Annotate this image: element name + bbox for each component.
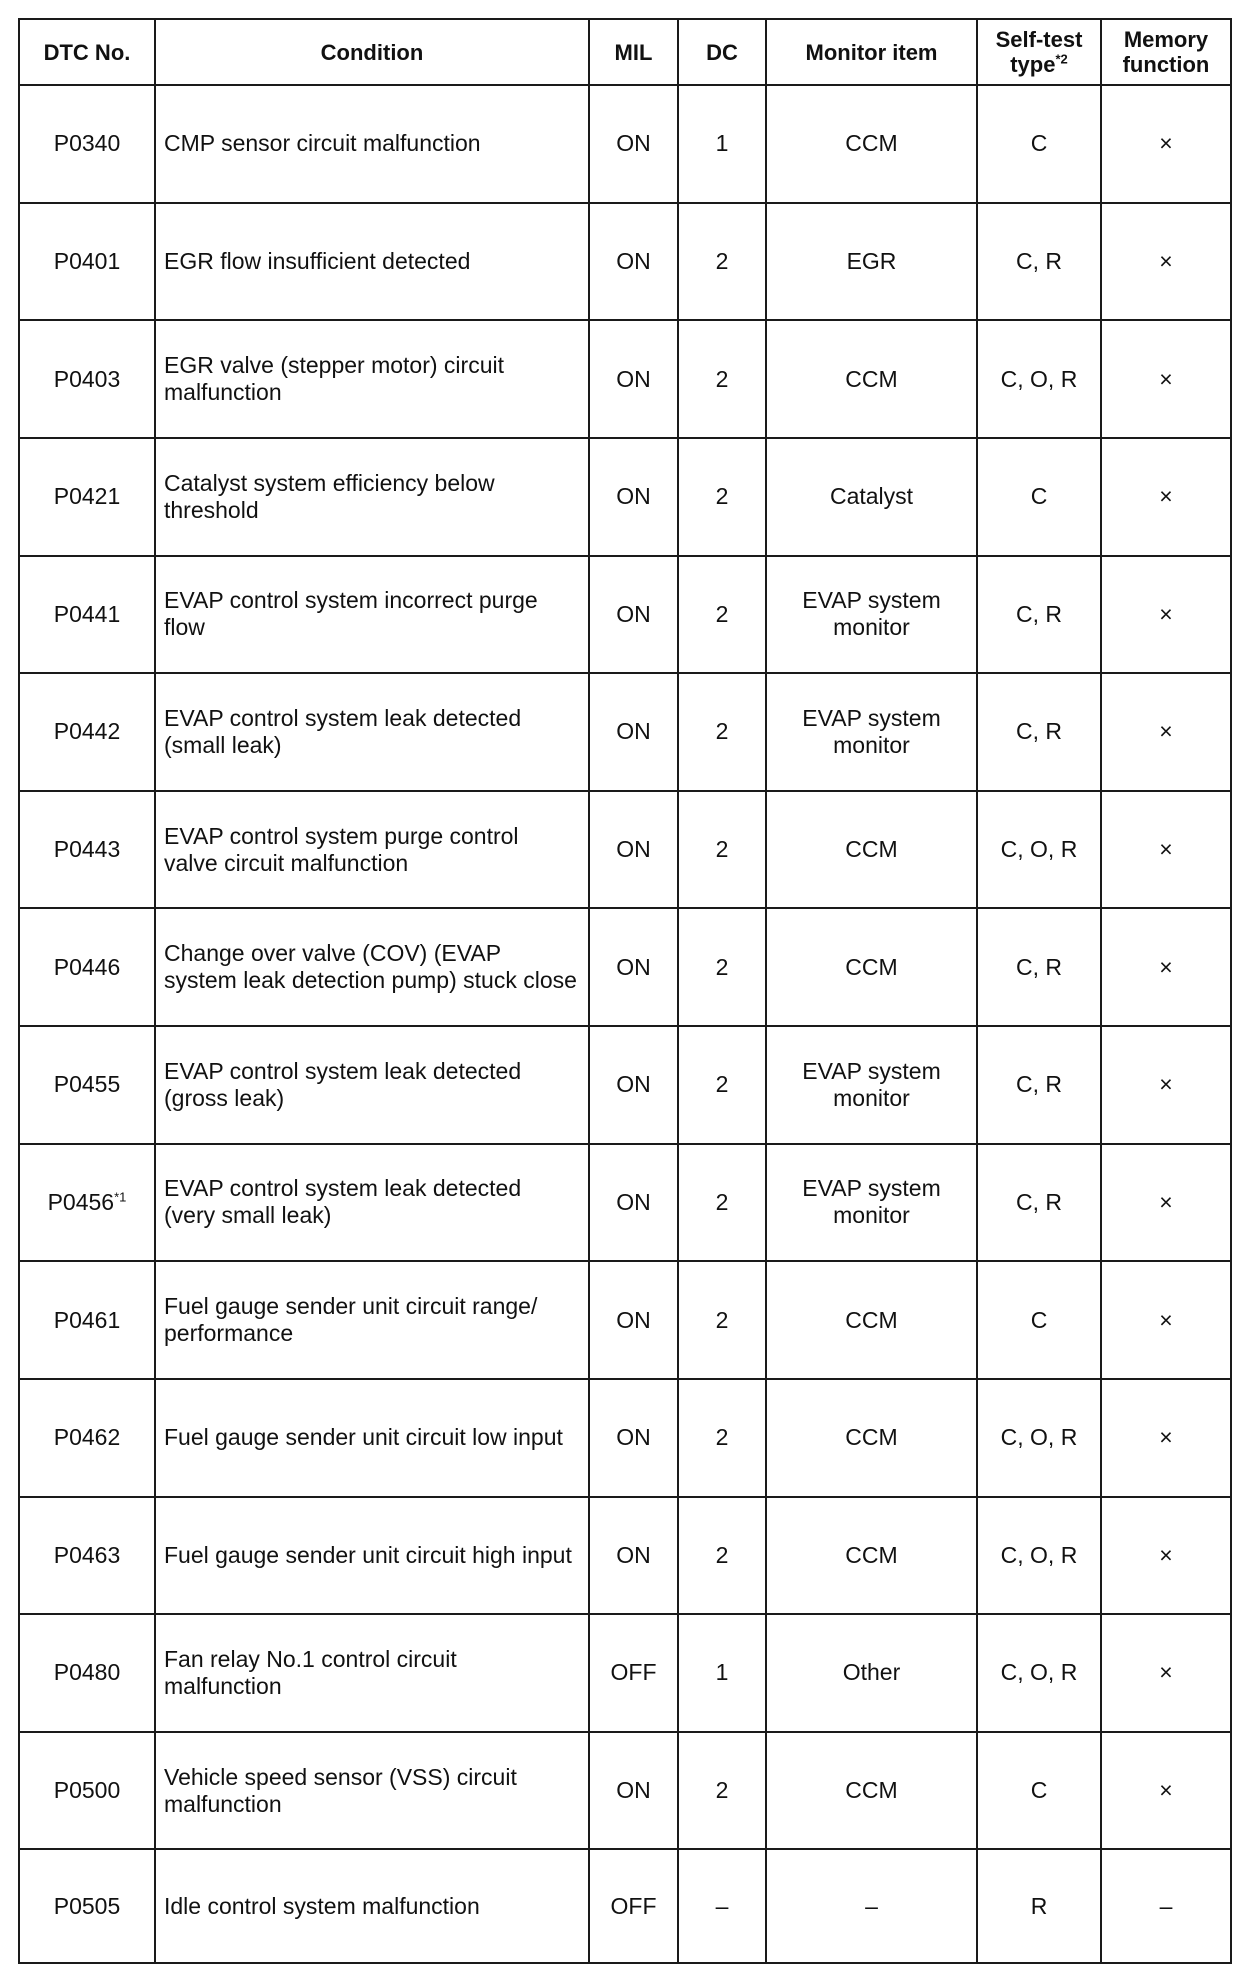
self-test-type-cell: C, R: [977, 1026, 1101, 1144]
dc-cell: 2: [678, 1732, 766, 1850]
mil-cell: ON: [589, 791, 678, 909]
table-row: [19, 1026, 1231, 1144]
dtc-code-cell: [19, 1614, 155, 1732]
table-row: [19, 438, 1231, 556]
table-row: [19, 673, 1231, 791]
table-row: [19, 203, 1231, 321]
table-body: [19, 85, 1231, 1963]
mil-cell: ON: [589, 556, 678, 674]
table-row: [19, 1261, 1231, 1379]
dc-cell: 2: [678, 203, 766, 321]
monitor-item-cell: EVAP system monitor: [766, 556, 977, 674]
self-test-type-cell: C: [977, 1261, 1101, 1379]
dtc-code: P0456: [47, 1188, 115, 1215]
dtc-code-cell: [19, 556, 155, 674]
table-row: [19, 1849, 1231, 1963]
memory-function-cell: ×: [1101, 791, 1231, 909]
self-test-type-cell: C, R: [977, 203, 1101, 321]
table-row: [19, 1732, 1231, 1850]
header-dtc-no: DTC No.: [19, 19, 155, 85]
header-condition: Condition: [155, 19, 589, 85]
memory-function-cell: ×: [1101, 1261, 1231, 1379]
memory-function-cell: ×: [1101, 85, 1231, 203]
dc-cell: 2: [678, 1144, 766, 1262]
dc-cell: 2: [678, 908, 766, 1026]
header-self-test-type: [977, 19, 1101, 85]
self-test-type-cell: C, O, R: [977, 320, 1101, 438]
table-row: [19, 791, 1231, 909]
mil-cell: ON: [589, 1261, 678, 1379]
header-row: [19, 19, 1231, 85]
condition-cell: Idle control system malfunction: [155, 1849, 589, 1963]
dtc-code-cell: [19, 791, 155, 909]
memory-function-cell: ×: [1101, 1026, 1231, 1144]
condition-cell: EVAP control system leak detected (small leak): [155, 673, 589, 791]
monitor-item-cell: CCM: [766, 85, 977, 203]
dtc-table-page: [18, 18, 1230, 1964]
self-test-type-cell: C, O, R: [977, 1379, 1101, 1497]
table-row: [19, 1614, 1231, 1732]
condition-cell: EVAP control system purge control valve circuit malfunction: [155, 791, 589, 909]
dtc-code-cell: [19, 1261, 155, 1379]
dc-cell: –: [678, 1849, 766, 1963]
condition-cell: EVAP control system incorrect purge flow: [155, 556, 589, 674]
dtc-code-cell: [19, 1497, 155, 1615]
dtc-code: P0443: [53, 836, 121, 863]
condition-cell: EVAP control system leak detected (gross leak): [155, 1026, 589, 1144]
dtc-code-cell: [19, 1849, 155, 1963]
mil-cell: ON: [589, 1144, 678, 1262]
mil-cell: ON: [589, 1379, 678, 1497]
dc-cell: 2: [678, 1026, 766, 1144]
dtc-code-cell: [19, 1026, 155, 1144]
memory-function-cell: –: [1101, 1849, 1231, 1963]
condition-cell: Fuel gauge sender unit circuit low input: [155, 1379, 589, 1497]
header-mil: MIL: [589, 19, 678, 85]
dc-cell: 1: [678, 85, 766, 203]
dtc-code: P0441: [53, 600, 121, 627]
dc-cell: 2: [678, 673, 766, 791]
dtc-code-cell: [19, 908, 155, 1026]
condition-cell: EGR flow insufficient detected: [155, 203, 589, 321]
self-test-type-cell: C, R: [977, 556, 1101, 674]
dtc-code-cell: [19, 320, 155, 438]
memory-function-cell: ×: [1101, 1614, 1231, 1732]
monitor-item-cell: Other: [766, 1614, 977, 1732]
monitor-item-cell: Catalyst: [766, 438, 977, 556]
table-row: [19, 1497, 1231, 1615]
self-test-type-cell: C, O, R: [977, 1497, 1101, 1615]
mil-cell: ON: [589, 908, 678, 1026]
dc-cell: 2: [678, 1261, 766, 1379]
dtc-code: P0480: [53, 1659, 121, 1686]
memory-function-cell: ×: [1101, 320, 1231, 438]
self-test-type-cell: C: [977, 438, 1101, 556]
dtc-code-cell: [19, 1144, 155, 1262]
table-row: [19, 1144, 1231, 1262]
condition-cell: Catalyst system efficiency below threshold: [155, 438, 589, 556]
monitor-item-cell: CCM: [766, 1732, 977, 1850]
dtc-code: P0505: [53, 1892, 121, 1919]
self-test-type-cell: C, R: [977, 908, 1101, 1026]
monitor-item-cell: CCM: [766, 791, 977, 909]
dtc-code-cell: [19, 1732, 155, 1850]
memory-function-cell: ×: [1101, 1732, 1231, 1850]
self-test-type-cell: C: [977, 1732, 1101, 1850]
monitor-item-cell: CCM: [766, 908, 977, 1026]
dc-cell: 2: [678, 1497, 766, 1615]
header-dc: DC: [678, 19, 766, 85]
memory-function-cell: ×: [1101, 556, 1231, 674]
monitor-item-cell: CCM: [766, 320, 977, 438]
mil-cell: ON: [589, 85, 678, 203]
table-row: [19, 556, 1231, 674]
memory-function-cell: ×: [1101, 203, 1231, 321]
mil-cell: ON: [589, 1497, 678, 1615]
monitor-item-cell: CCM: [766, 1379, 977, 1497]
condition-cell: EVAP control system leak detected (very small leak): [155, 1144, 589, 1262]
mil-cell: ON: [589, 438, 678, 556]
self-test-type-cell: C, R: [977, 673, 1101, 791]
memory-function-cell: ×: [1101, 1144, 1231, 1262]
mil-cell: ON: [589, 1732, 678, 1850]
memory-function-cell: ×: [1101, 908, 1231, 1026]
memory-function-cell: ×: [1101, 1379, 1231, 1497]
mil-cell: OFF: [589, 1849, 678, 1963]
mil-cell: ON: [589, 203, 678, 321]
dtc-code: P0462: [53, 1424, 121, 1451]
table-row: [19, 320, 1231, 438]
header-monitor-item: Monitor item: [766, 19, 977, 85]
self-test-type-cell: C, O, R: [977, 791, 1101, 909]
table-row: [19, 1379, 1231, 1497]
dtc-code: P0500: [53, 1777, 121, 1804]
self-test-type-cell: C, R: [977, 1144, 1101, 1262]
condition-cell: Fuel gauge sender unit circuit range/ performance: [155, 1261, 589, 1379]
dtc-code: P0403: [53, 365, 121, 392]
dtc-footnote-marker: *1: [114, 1189, 127, 1205]
dtc-code: P0340: [53, 130, 121, 157]
monitor-item-cell: CCM: [766, 1261, 977, 1379]
monitor-item-cell: EGR: [766, 203, 977, 321]
memory-function-cell: ×: [1101, 1497, 1231, 1615]
condition-cell: Fan relay No.1 control circuit malfunction: [155, 1614, 589, 1732]
dtc-code-cell: [19, 673, 155, 791]
dtc-code: P0446: [53, 953, 121, 980]
dtc-code: P0461: [53, 1306, 121, 1333]
dtc-code-cell: [19, 438, 155, 556]
mil-cell: ON: [589, 673, 678, 791]
mil-cell: ON: [589, 320, 678, 438]
self-test-type-cell: C: [977, 85, 1101, 203]
dc-cell: 1: [678, 1614, 766, 1732]
condition-cell: Change over valve (COV) (EVAP system leak detection pump) stuck close: [155, 908, 589, 1026]
memory-function-cell: ×: [1101, 438, 1231, 556]
dtc-code-cell: [19, 1379, 155, 1497]
dtc-code: P0421: [53, 483, 121, 510]
table-row: [19, 85, 1231, 203]
dc-cell: 2: [678, 556, 766, 674]
dtc-code: P0401: [53, 247, 121, 274]
dtc-code: P0455: [53, 1071, 121, 1098]
dtc-code: P0463: [53, 1541, 121, 1568]
monitor-item-cell: –: [766, 1849, 977, 1963]
dc-cell: 2: [678, 320, 766, 438]
dc-cell: 2: [678, 438, 766, 556]
mil-cell: ON: [589, 1026, 678, 1144]
condition-cell: EGR valve (stepper motor) circuit malfunction: [155, 320, 589, 438]
memory-function-cell: ×: [1101, 673, 1231, 791]
condition-cell: Vehicle speed sensor (VSS) circuit malfunction: [155, 1732, 589, 1850]
dc-cell: 2: [678, 791, 766, 909]
table-row: [19, 908, 1231, 1026]
monitor-item-cell: CCM: [766, 1497, 977, 1615]
dtc-code: P0442: [53, 718, 121, 745]
dtc-code-cell: [19, 203, 155, 321]
mil-cell: OFF: [589, 1614, 678, 1732]
condition-cell: CMP sensor circuit malfunction: [155, 85, 589, 203]
dc-cell: 2: [678, 1379, 766, 1497]
self-test-type-cell: R: [977, 1849, 1101, 1963]
dtc-code-cell: [19, 85, 155, 203]
header-memory-function: Memory function: [1101, 19, 1231, 85]
header-self-test-footnote: *2: [1055, 51, 1068, 67]
header-self-test-label: Self-test type: [995, 27, 1083, 77]
self-test-type-cell: C, O, R: [977, 1614, 1101, 1732]
monitor-item-cell: EVAP system monitor: [766, 1026, 977, 1144]
dtc-table: [18, 18, 1232, 1964]
monitor-item-cell: EVAP system monitor: [766, 1144, 977, 1262]
monitor-item-cell: EVAP system monitor: [766, 673, 977, 791]
condition-cell: Fuel gauge sender unit circuit high input: [155, 1497, 589, 1615]
